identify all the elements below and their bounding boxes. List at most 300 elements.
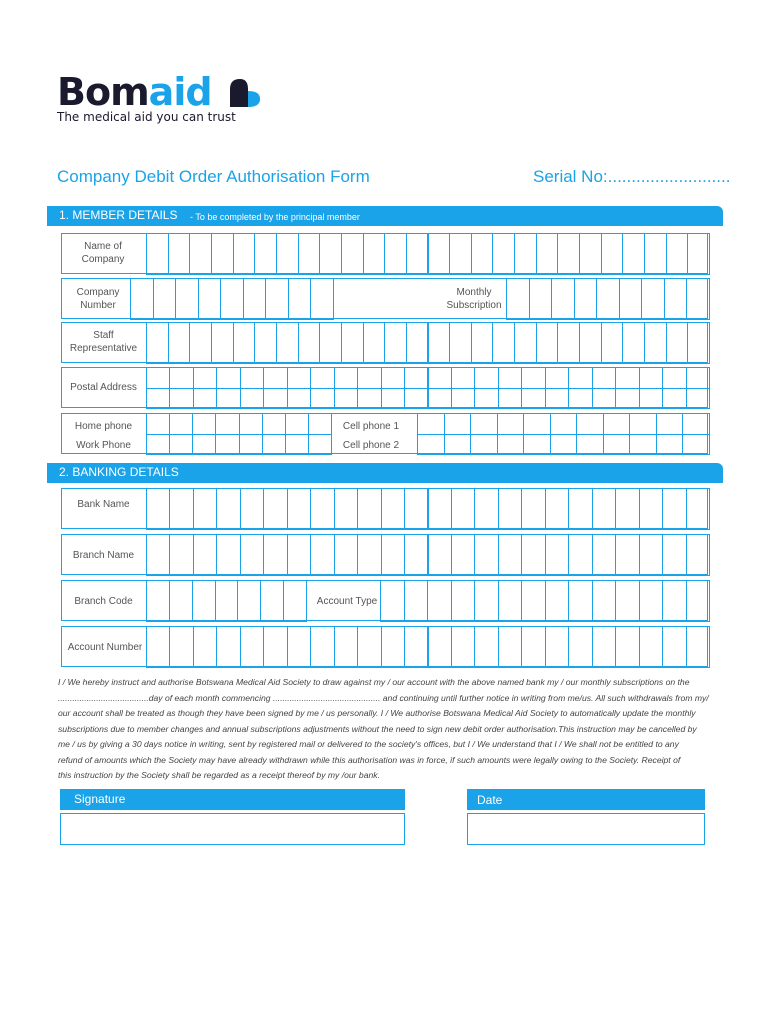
char-box[interactable] [404, 626, 428, 668]
char-box[interactable] [168, 322, 191, 364]
char-box[interactable] [153, 278, 177, 320]
name-of-company-cells[interactable] [146, 233, 709, 274]
char-box[interactable] [287, 488, 311, 530]
char-box[interactable] [662, 534, 686, 576]
char-box[interactable] [363, 322, 386, 364]
char-box[interactable] [615, 388, 639, 410]
char-box[interactable] [262, 434, 286, 456]
phone-row [61, 413, 708, 454]
char-box[interactable] [216, 388, 240, 410]
char-box[interactable] [687, 322, 710, 364]
branch-name-label: Branch Name [72, 550, 135, 561]
char-box[interactable] [574, 278, 598, 320]
char-box[interactable] [639, 367, 663, 389]
char-box[interactable] [298, 322, 321, 364]
char-box[interactable] [381, 388, 405, 410]
char-box[interactable] [193, 388, 217, 410]
char-box[interactable] [474, 626, 498, 668]
char-box[interactable] [357, 488, 381, 530]
char-box[interactable] [576, 413, 604, 435]
char-box[interactable] [283, 580, 307, 622]
char-box[interactable] [169, 413, 193, 435]
char-box[interactable] [596, 278, 620, 320]
char-box[interactable] [497, 413, 525, 435]
char-box[interactable] [288, 278, 312, 320]
char-box[interactable] [211, 233, 234, 275]
char-box[interactable] [592, 488, 616, 530]
char-box[interactable] [263, 488, 287, 530]
char-box[interactable] [254, 233, 277, 275]
logo-mark-icon [228, 77, 262, 109]
char-box[interactable] [506, 278, 530, 320]
char-box[interactable] [404, 580, 429, 622]
char-box[interactable] [308, 413, 332, 435]
char-box[interactable] [193, 534, 217, 576]
company-number-label: Company Number [76, 287, 120, 311]
char-box[interactable] [175, 278, 199, 320]
char-box[interactable] [319, 322, 342, 364]
char-box[interactable] [545, 367, 569, 389]
char-box[interactable] [498, 388, 522, 410]
char-box[interactable] [428, 534, 452, 576]
char-box[interactable] [260, 580, 284, 622]
char-box[interactable] [498, 534, 522, 576]
char-box[interactable] [492, 233, 515, 275]
authorisation-text [58, 675, 718, 784]
char-box[interactable] [308, 434, 332, 456]
char-box[interactable] [310, 388, 334, 410]
char-box[interactable] [428, 322, 451, 364]
char-box[interactable] [629, 413, 657, 435]
char-box[interactable] [536, 233, 559, 275]
char-box[interactable] [470, 413, 498, 435]
member-details-title: 1. MEMBER DETAILS [59, 208, 178, 222]
char-box[interactable] [310, 367, 334, 389]
char-box[interactable] [523, 434, 551, 456]
char-box[interactable] [498, 367, 522, 389]
char-box[interactable] [444, 434, 472, 456]
char-box[interactable] [615, 580, 640, 622]
char-box[interactable] [498, 626, 522, 668]
char-box[interactable] [592, 534, 616, 576]
char-box[interactable] [239, 413, 263, 435]
char-box[interactable] [568, 367, 592, 389]
char-box[interactable] [169, 488, 193, 530]
company-number-row [61, 278, 708, 319]
char-box[interactable] [263, 626, 287, 668]
char-box[interactable] [240, 488, 264, 530]
char-box[interactable] [287, 534, 311, 576]
char-box[interactable] [243, 278, 267, 320]
char-box[interactable] [603, 434, 631, 456]
postal-address-row [61, 367, 708, 408]
signature-header [60, 789, 405, 810]
char-box[interactable] [568, 388, 592, 410]
char-box[interactable] [215, 580, 239, 622]
char-box[interactable] [568, 488, 592, 530]
char-box[interactable] [193, 488, 217, 530]
char-box[interactable] [193, 626, 217, 668]
char-box[interactable] [428, 488, 452, 530]
char-box[interactable] [639, 626, 663, 668]
char-box[interactable] [579, 233, 602, 275]
char-box[interactable] [622, 233, 645, 275]
char-box[interactable] [357, 626, 381, 668]
char-box[interactable] [404, 488, 428, 530]
char-box[interactable] [474, 367, 498, 389]
staff-representative-cells[interactable] [146, 322, 709, 363]
authorisation-line: our account shall be treated as though they have been signed by me / us personally. I / We authorise Botswana Medical Aid Society to automatically update the monthly [58, 708, 696, 718]
char-box[interactable] [615, 534, 639, 576]
char-box[interactable] [334, 388, 358, 410]
char-box[interactable] [666, 322, 689, 364]
char-box[interactable] [550, 434, 578, 456]
char-box[interactable] [233, 233, 256, 275]
char-box[interactable] [682, 413, 710, 435]
char-box[interactable] [474, 388, 498, 410]
brand-name-blue: aid [148, 70, 212, 114]
char-box[interactable] [662, 580, 687, 622]
char-box[interactable] [557, 322, 580, 364]
char-box[interactable] [521, 580, 546, 622]
char-box[interactable] [169, 367, 193, 389]
account-number-cells[interactable] [146, 626, 709, 667]
char-box[interactable] [265, 278, 289, 320]
char-box[interactable] [557, 233, 580, 275]
char-box[interactable] [363, 233, 386, 275]
char-box[interactable] [615, 488, 639, 530]
home-phone-label: Home phone [74, 421, 133, 432]
char-box[interactable] [498, 488, 522, 530]
char-box[interactable] [662, 367, 686, 389]
char-box[interactable] [146, 388, 170, 410]
char-box[interactable] [687, 233, 710, 275]
char-box[interactable] [169, 580, 193, 622]
char-box[interactable] [357, 388, 381, 410]
char-box[interactable] [551, 278, 575, 320]
home-phone-cells[interactable] [146, 413, 331, 454]
char-box[interactable] [240, 534, 264, 576]
char-box[interactable] [492, 322, 515, 364]
char-box[interactable] [576, 434, 604, 456]
char-box[interactable] [130, 278, 154, 320]
char-box[interactable] [449, 233, 472, 275]
char-box[interactable] [263, 388, 287, 410]
char-box[interactable] [240, 367, 264, 389]
char-box[interactable] [298, 233, 321, 275]
char-box[interactable] [381, 367, 405, 389]
char-box[interactable] [381, 488, 405, 530]
signature-field[interactable] [60, 813, 405, 845]
char-box[interactable] [622, 322, 645, 364]
char-box[interactable] [276, 322, 299, 364]
char-box[interactable] [428, 367, 452, 389]
char-box[interactable] [451, 367, 475, 389]
char-box[interactable] [381, 626, 405, 668]
char-box[interactable] [568, 580, 593, 622]
char-box[interactable] [550, 413, 578, 435]
char-box[interactable] [662, 388, 686, 410]
char-box[interactable] [287, 367, 311, 389]
char-box[interactable] [529, 278, 553, 320]
char-box[interactable] [198, 278, 222, 320]
date-label: Date [477, 793, 503, 807]
char-box[interactable] [686, 367, 710, 389]
char-box[interactable] [615, 367, 639, 389]
char-box[interactable] [237, 580, 261, 622]
char-box[interactable] [168, 233, 191, 275]
char-box[interactable] [686, 278, 710, 320]
char-box[interactable] [592, 388, 616, 410]
char-box[interactable] [334, 534, 358, 576]
postal-address-cells[interactable] [146, 367, 709, 408]
char-box[interactable] [629, 434, 657, 456]
cell-phone-cells[interactable] [417, 413, 709, 454]
char-box[interactable] [319, 233, 342, 275]
char-box[interactable] [641, 278, 665, 320]
char-box[interactable] [545, 534, 569, 576]
char-box[interactable] [514, 322, 537, 364]
char-box[interactable] [662, 626, 686, 668]
char-box[interactable] [285, 413, 309, 435]
date-field[interactable] [467, 813, 705, 845]
authorisation-line: this instruction by the Society shall be regarded as a receipt thereof by my /our bank. [58, 770, 380, 780]
bank-name-row [61, 488, 708, 529]
char-box[interactable] [192, 580, 216, 622]
monthly-subscription-label: Monthly Subscription [446, 287, 502, 311]
char-box[interactable] [639, 488, 663, 530]
char-box[interactable] [357, 534, 381, 576]
char-box[interactable] [686, 580, 711, 622]
char-box[interactable] [240, 626, 264, 668]
char-box[interactable] [579, 322, 602, 364]
cell-phone-1-label: Cell phone 1 [342, 421, 400, 432]
char-box[interactable] [470, 434, 498, 456]
char-box[interactable] [471, 233, 494, 275]
char-box[interactable] [656, 413, 684, 435]
staff-representative-row [61, 322, 708, 363]
char-box[interactable] [357, 367, 381, 389]
char-box[interactable] [639, 388, 663, 410]
char-box[interactable] [254, 322, 277, 364]
char-box[interactable] [497, 434, 525, 456]
account-number-row [61, 626, 708, 667]
char-box[interactable] [592, 367, 616, 389]
char-box[interactable] [146, 580, 170, 622]
char-box[interactable] [384, 322, 407, 364]
char-box[interactable] [404, 367, 428, 389]
brand-name-dark: Bom [57, 70, 149, 114]
member-details-header [47, 206, 723, 226]
char-box[interactable] [428, 626, 452, 668]
char-box[interactable] [381, 534, 405, 576]
char-box[interactable] [536, 322, 559, 364]
char-box[interactable] [444, 413, 472, 435]
char-box[interactable] [521, 534, 545, 576]
char-box[interactable] [523, 413, 551, 435]
char-box[interactable] [169, 534, 193, 576]
char-box[interactable] [451, 388, 475, 410]
char-box[interactable] [406, 322, 429, 364]
account-number-label: Account Number [67, 642, 143, 653]
char-box[interactable] [341, 322, 364, 364]
char-box[interactable] [239, 434, 263, 456]
char-box[interactable] [216, 488, 240, 530]
char-box[interactable] [215, 413, 239, 435]
char-box[interactable] [310, 534, 334, 576]
banking-details-title: 2. BANKING DETAILS [59, 465, 179, 479]
char-box[interactable] [146, 534, 170, 576]
char-box[interactable] [146, 434, 170, 456]
char-box[interactable] [341, 233, 364, 275]
char-box[interactable] [451, 626, 475, 668]
banking-details-header [47, 463, 723, 483]
char-box[interactable] [263, 534, 287, 576]
char-box[interactable] [310, 278, 334, 320]
char-box[interactable] [514, 233, 537, 275]
char-box[interactable] [334, 626, 358, 668]
char-box[interactable] [406, 233, 429, 275]
char-box[interactable] [216, 534, 240, 576]
char-box[interactable] [334, 367, 358, 389]
char-box[interactable] [310, 488, 334, 530]
authorisation-line: I / We hereby instruct and authorise Botswana Medical Aid Society to draw against my / our account with the above named bank my / our monthly subscriptions on the [58, 677, 690, 687]
char-box[interactable] [193, 367, 217, 389]
char-box[interactable] [545, 626, 569, 668]
char-box[interactable] [310, 626, 334, 668]
char-box[interactable] [169, 626, 193, 668]
postal-address-label: Postal Address [70, 382, 137, 393]
char-box[interactable] [334, 488, 358, 530]
char-box[interactable] [451, 534, 475, 576]
char-box[interactable] [662, 488, 686, 530]
char-box[interactable] [428, 388, 452, 410]
branch-name-row [61, 534, 708, 575]
char-box[interactable] [639, 534, 663, 576]
char-box[interactable] [169, 388, 193, 410]
char-box[interactable] [592, 626, 616, 668]
char-box[interactable] [146, 322, 169, 364]
char-box[interactable] [521, 626, 545, 668]
char-box[interactable] [644, 322, 667, 364]
char-box[interactable] [545, 580, 570, 622]
char-box[interactable] [686, 388, 710, 410]
char-box[interactable] [568, 626, 592, 668]
char-box[interactable] [474, 534, 498, 576]
char-box[interactable] [211, 322, 234, 364]
char-box[interactable] [603, 413, 631, 435]
char-box[interactable] [521, 388, 545, 410]
char-box[interactable] [521, 488, 545, 530]
char-box[interactable] [686, 626, 710, 668]
char-box[interactable] [262, 413, 286, 435]
char-box[interactable] [146, 413, 170, 435]
char-box[interactable] [146, 233, 169, 275]
char-box[interactable] [601, 233, 624, 275]
char-box[interactable] [287, 626, 311, 668]
char-box[interactable] [521, 367, 545, 389]
char-box[interactable] [449, 322, 472, 364]
char-box[interactable] [451, 580, 476, 622]
char-box[interactable] [285, 434, 309, 456]
char-box[interactable] [215, 434, 239, 456]
cell-phone-2-label: Cell phone 2 [342, 440, 400, 451]
char-box[interactable] [192, 434, 216, 456]
char-box[interactable] [686, 488, 710, 530]
char-box[interactable] [240, 388, 264, 410]
form-title: Company Debit Order Authorisation Form [57, 167, 370, 186]
char-box[interactable] [682, 434, 710, 456]
char-box[interactable] [146, 367, 170, 389]
bank-name-label: Bank Name [77, 499, 130, 510]
branch-code-row [61, 580, 708, 621]
char-box[interactable] [592, 580, 617, 622]
char-box[interactable] [471, 322, 494, 364]
char-box[interactable] [666, 233, 689, 275]
char-box[interactable] [615, 626, 639, 668]
char-box[interactable] [146, 488, 170, 530]
char-box[interactable] [380, 580, 405, 622]
char-box[interactable] [169, 434, 193, 456]
signature-label: Signature [74, 792, 126, 806]
char-box[interactable] [639, 580, 664, 622]
char-box[interactable] [498, 580, 523, 622]
char-box[interactable] [189, 322, 212, 364]
authorisation-line: refund of amounts which the Society may have already withdrawn while this authorisation was in force, if such amounts were legally owing to the Society. Receipt of [58, 754, 681, 765]
char-box[interactable] [216, 626, 240, 668]
work-phone-label: Work Phone [76, 440, 131, 451]
char-box[interactable] [686, 534, 710, 576]
char-box[interactable] [404, 534, 428, 576]
char-box[interactable] [474, 580, 499, 622]
authorisation-line: ......................................day of each month commencing ............................................. and continuing until further notice in writing from me/us. All such withdrawals from my/ [58, 692, 709, 703]
char-box[interactable] [384, 233, 407, 275]
char-box[interactable] [451, 488, 475, 530]
char-box[interactable] [427, 580, 452, 622]
char-box[interactable] [276, 233, 299, 275]
char-box[interactable] [474, 488, 498, 530]
char-box[interactable] [220, 278, 244, 320]
char-box[interactable] [287, 388, 311, 410]
char-box[interactable] [417, 434, 445, 456]
char-box[interactable] [233, 322, 256, 364]
char-box[interactable] [545, 488, 569, 530]
char-box[interactable] [216, 367, 240, 389]
company-number-cells[interactable] [130, 278, 333, 319]
char-box[interactable] [656, 434, 684, 456]
bank-name-cells[interactable] [146, 488, 709, 529]
name-of-company-label: Name of Company [81, 241, 125, 265]
char-box[interactable] [146, 626, 170, 668]
char-box[interactable] [263, 367, 287, 389]
char-box[interactable] [601, 322, 624, 364]
monthly-subscription-cells[interactable] [506, 278, 709, 319]
char-box[interactable] [619, 278, 643, 320]
char-box[interactable] [404, 388, 428, 410]
char-box[interactable] [568, 534, 592, 576]
char-box[interactable] [192, 413, 216, 435]
char-box[interactable] [189, 233, 212, 275]
char-box[interactable] [644, 233, 667, 275]
account-type-cells[interactable] [380, 580, 709, 621]
authorisation-line: me / us by giving a 30 days notice in writing, sent by registered mail or delivered to the society's offices, but I / We understand that I / We shall not be entitled to any [58, 739, 679, 749]
branch-name-cells[interactable] [146, 534, 709, 575]
branch-code-cells[interactable] [146, 580, 306, 621]
char-box[interactable] [417, 413, 445, 435]
char-box[interactable] [545, 388, 569, 410]
char-box[interactable] [428, 233, 451, 275]
char-box[interactable] [664, 278, 688, 320]
